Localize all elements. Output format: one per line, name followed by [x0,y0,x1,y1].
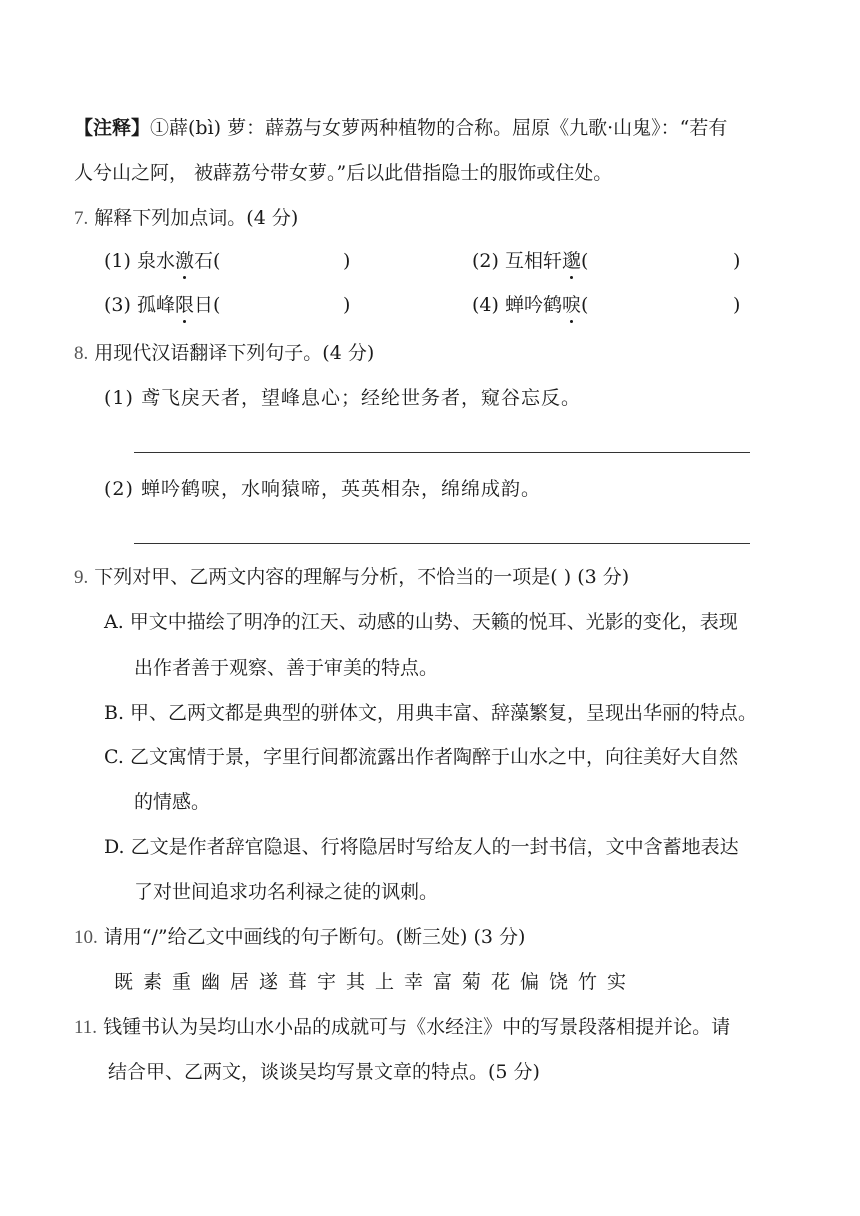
q7-item-2-pre: (2) 互相轩 [472,250,562,272]
q9-option-c-line-1: C. 乙文寓情于景，字里行间都流露出作者陶醉于山水之中，向往美好大自然 [104,746,738,768]
q11-line-2: 结合甲、乙两文，谈谈吴均写景文章的特点。(5 分) [108,1061,540,1083]
q7-prompt-line [74,204,298,233]
q11-number: 11. [74,1017,98,1038]
q7-item-3-pre: (3) 孤峰 [104,294,175,316]
q7-number: 7. [74,208,89,229]
q7-item-1 [104,247,220,275]
q9-option-a-line-2: 出作者善于观察、善于审美的特点。 [134,657,439,679]
q9-option-d-line-2: 了对世间追求功名利禄之徒的讽刺。 [134,881,439,903]
q7-item-4-dotted-char: 唳 [562,291,581,319]
q11-line-1 [74,1013,730,1042]
q8-prompt: 用现代汉语翻译下列句子。(4 分) [94,342,375,364]
q10-number: 10. [74,927,98,948]
note-line-2: 人兮山之阿， 被薜荔兮带女萝。”后以此借指隐士的服饰或住处。 [74,162,613,184]
q7-item-4 [472,291,588,319]
q8-prompt-line [74,339,374,368]
q7-item-2-post: ( [580,250,589,272]
q9-option-d-line-1: D. 乙文是作者辞官隐退、行将隐居时写给友人的一封书信，文中含蓄地表达 [104,836,739,858]
q9-prompt: 下列对甲、乙两文内容的理解与分析，不恰当的一项是( ) (3 分) [94,566,630,588]
q7-item-3-close: ) [343,294,351,316]
q10-prompt: 请用“/”给乙文中画线的句子断句。(断三处) (3 分) [103,926,526,948]
q9-option-a-line-1: A. 甲文中描绘了明净的江天、动感的山势、天籁的悦耳、光影的变化，表现 [104,611,738,633]
q7-item-1-close: ) [343,250,351,272]
note-line-1 [74,114,727,142]
q7-item-1-dotted-char: 激 [175,247,194,275]
q7-item-3 [104,291,220,319]
note-text-1: ①薜(bì) 萝：薜荔与女萝两种植物的合称。屈原《九歌·山鬼》：“若有 [150,117,728,139]
q11-text-1: 钱锺书认为吴均山水小品的成就可与《水经注》中的写景段落相提并论。请 [103,1016,731,1038]
q9-prompt-line [74,563,629,592]
q10-sentence: 既素重幽居遂葺宇其上幸富菊花偏饶竹实 [114,971,637,993]
q7-item-1-post: 石( [193,250,221,272]
q7-item-3-post: 日( [193,294,221,316]
q8-number: 8. [74,343,89,364]
q8-sentence-2: (2) 蝉吟鹤唳，水响猿啼，英英相杂，绵绵成韵。 [104,478,541,500]
q8-answer-line-1[interactable] [134,452,750,453]
q9-option-b: B. 甲、乙两文都是典型的骈体文，用典丰富、辞藻繁复，呈现出华丽的特点。 [104,702,758,724]
q7-prompt: 解释下列加点词。(4 分) [94,207,299,229]
q7-item-3-dotted-char: 限 [175,291,194,319]
q7-item-4-post: ( [580,294,589,316]
q9-option-c-line-2: 的情感。 [134,791,211,813]
q7-item-4-pre: (4) 蝉吟鹤 [472,294,562,316]
q8-sentence-1: (1) 鸢飞戾天者，望峰息心；经纶世务者，窥谷忘反。 [104,387,581,409]
q10-prompt-line [74,923,525,952]
q7-item-2-dotted-char: 邈 [562,247,581,275]
q9-number: 9. [74,567,89,588]
note-label: 【注释】 [74,117,151,139]
q8-answer-line-2[interactable] [134,543,750,544]
q7-item-2-close: ) [733,250,741,272]
q7-item-4-close: ) [733,294,741,316]
q7-item-2 [472,247,588,275]
q7-item-1-pre: (1) 泉水 [104,250,175,272]
